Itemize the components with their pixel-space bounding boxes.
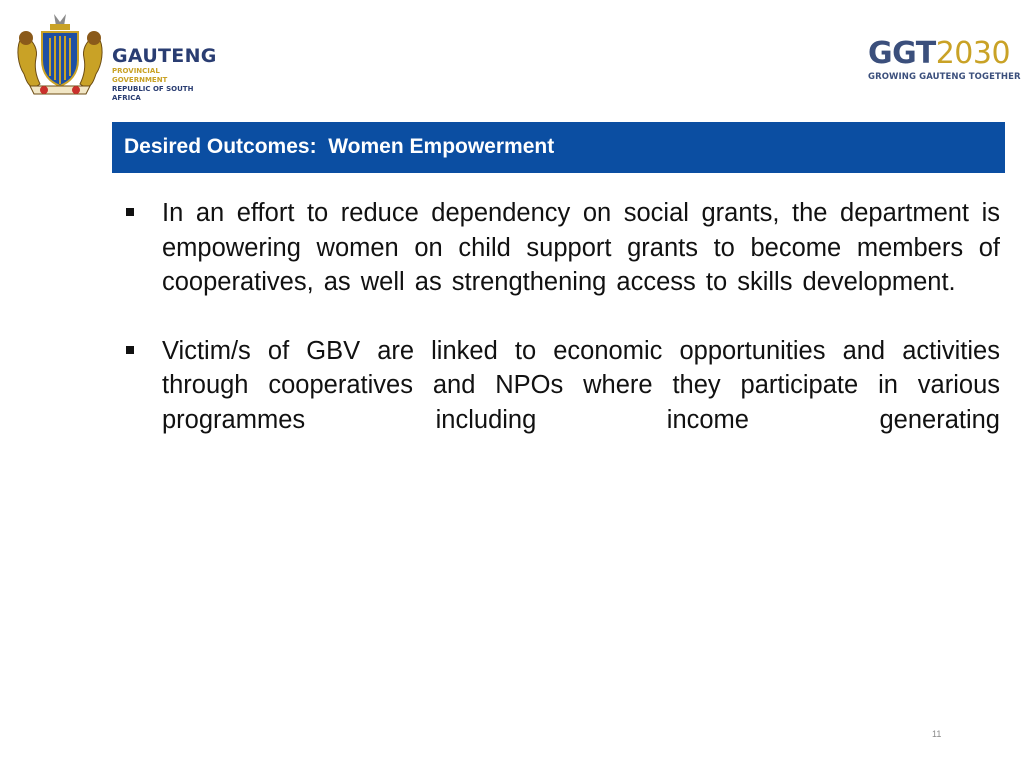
- coat-of-arms-icon: [14, 10, 106, 98]
- square-bullet-icon: [126, 346, 134, 354]
- ggt2030-tagline: GROWING GAUTENG TOGETHER: [868, 72, 1021, 82]
- gauteng-logo: [14, 10, 217, 102]
- ggt2030-mark-letters: GGT: [868, 36, 936, 71]
- bullet-list: [126, 196, 1000, 471]
- ggt2030-logo: [868, 36, 1021, 92]
- gauteng-logo-line1: PROVINCIAL GOVERNMENT: [112, 67, 168, 84]
- slide-title: Desired Outcomes: Women Empowerment: [124, 135, 555, 158]
- page-number: 11: [932, 729, 942, 739]
- bullet-item: [126, 196, 1000, 300]
- bullet-text: In an effort to reduce dependency on social grants, the department is empowering women on child support grants to become members of cooperatives, as well as strengthening access to skills development.: [162, 199, 1000, 296]
- bullet-text: Victim/s of GBV are linked to economic opportunities and activities through cooperatives and NPOs where they participate in various programmes including income generating: [162, 336, 1000, 434]
- slide-title-bar: [112, 122, 1005, 173]
- bullet-item: [126, 334, 1000, 438]
- ggt2030-mark: [868, 36, 1011, 71]
- ggt2030-mark-year: 2030: [935, 36, 1011, 71]
- gauteng-logo-name: GAUTENG: [112, 45, 217, 67]
- square-bullet-icon: [126, 208, 134, 216]
- gauteng-logo-line2: REPUBLIC OF SOUTH AFRICA: [112, 85, 194, 102]
